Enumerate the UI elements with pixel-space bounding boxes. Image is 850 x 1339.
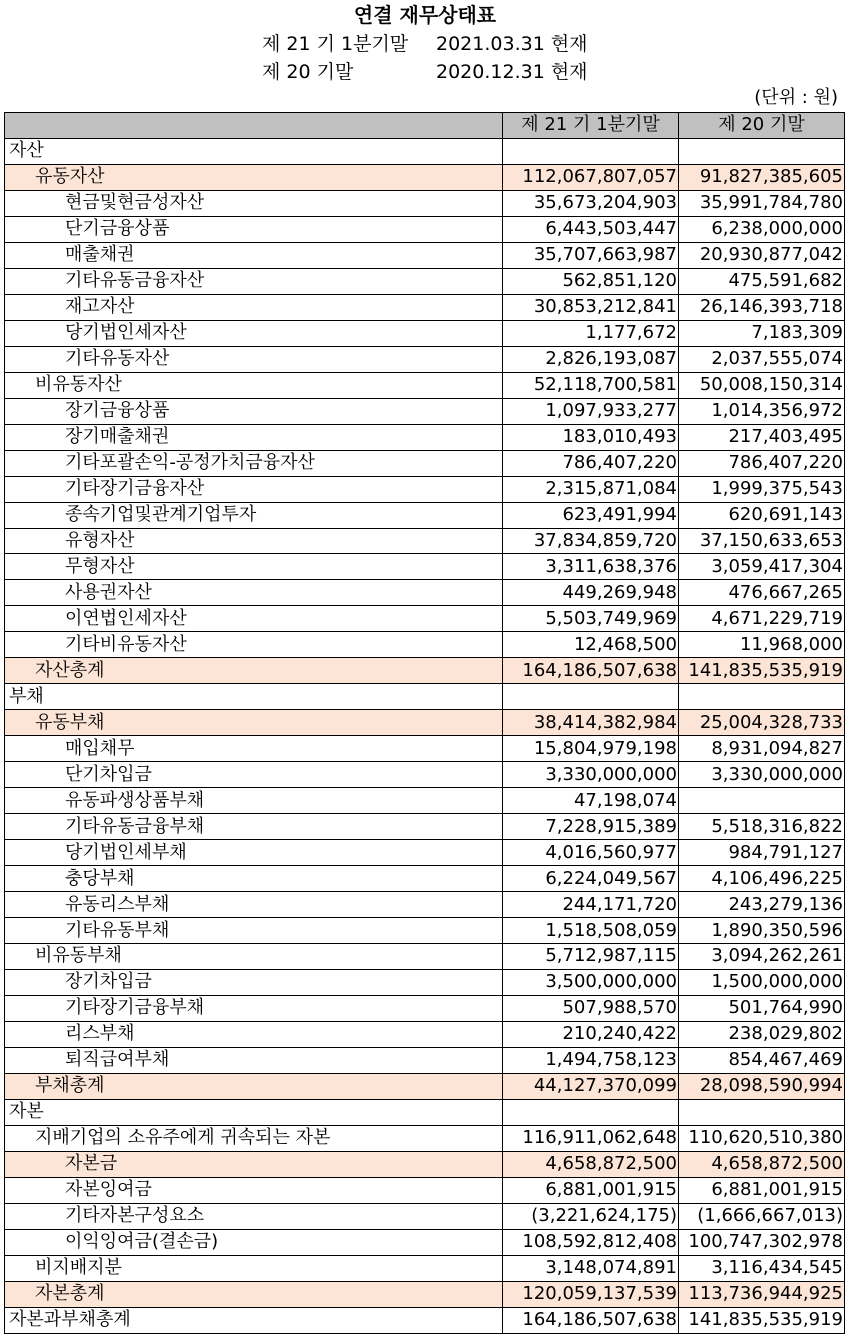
table-row [5,398,845,424]
prior-period-value: 8,931,094,827 [679,736,845,762]
table-row [5,710,845,736]
prior-period-value: 1,890,350,596 [679,918,845,944]
table-row [5,606,845,632]
table-row [5,190,845,216]
current-period-value: 164,186,507,638 [503,658,679,684]
account-name: 당기법인세자산 [5,320,503,346]
prior-period-value: 1,500,000,000 [679,969,845,995]
period-prior-label: 제 20 기말 [262,61,354,83]
current-period-value: 52,118,700,581 [503,372,679,398]
table-row [5,502,845,528]
account-name: 자본잉여금 [5,1177,503,1203]
table-row [5,1099,845,1125]
prior-period-value: 854,467,469 [679,1047,845,1073]
account-name: 무형자산 [5,554,503,580]
prior-period-value [679,138,845,164]
current-period-value: 164,186,507,638 [503,1307,679,1333]
prior-period-value: 786,407,220 [679,450,845,476]
table-row [5,476,845,502]
prior-period-value: 100,747,302,978 [679,1229,845,1255]
table-row [5,918,845,944]
table-row [5,450,845,476]
account-name: 퇴직급여부채 [5,1047,503,1073]
table-row [5,866,845,892]
table-row [5,658,845,684]
table-row [5,216,845,242]
account-name: 현금및현금성자산 [5,190,503,216]
prior-period-value: 1,999,375,543 [679,476,845,502]
column-header-current: 제 21 기 1분기말 [503,113,679,139]
prior-period-value: 4,671,229,719 [679,606,845,632]
prior-period-value: 3,059,417,304 [679,554,845,580]
current-period-value: 37,834,859,720 [503,528,679,554]
current-period-value: 1,494,758,123 [503,1047,679,1073]
current-period-value: 116,911,062,648 [503,1125,679,1151]
prior-period-value: 3,330,000,000 [679,762,845,788]
period-block [0,30,850,86]
table-row [5,346,845,372]
prior-period-value: 25,004,328,733 [679,710,845,736]
account-name: 당기법인세부채 [5,840,503,866]
current-period-value: 120,059,137,539 [503,1281,679,1307]
current-period-value [503,1099,679,1125]
prior-period-value: 4,106,496,225 [679,866,845,892]
account-name: 이연법인세자산 [5,606,503,632]
account-name: 장기차입금 [5,969,503,995]
account-name: 매출채권 [5,242,503,268]
prior-period-value: 984,791,127 [679,840,845,866]
current-period-value: 3,148,074,891 [503,1255,679,1281]
prior-period-value [679,788,845,814]
current-period-value: 449,269,948 [503,580,679,606]
table-row [5,320,845,346]
account-name: 부채총계 [5,1073,503,1099]
prior-period-value: 6,881,001,915 [679,1177,845,1203]
current-period-value: 4,658,872,500 [503,1151,679,1177]
period-current-label: 제 21 기 1분기말 [262,33,409,55]
current-period-value: 623,491,994 [503,502,679,528]
account-name: 유동리스부채 [5,892,503,918]
prior-period-value: 6,238,000,000 [679,216,845,242]
prior-period-value: 4,658,872,500 [679,1151,845,1177]
prior-period-value: 35,991,784,780 [679,190,845,216]
table-row [5,138,845,164]
prior-period-value: 1,014,356,972 [679,398,845,424]
prior-period-value: 2,037,555,074 [679,346,845,372]
current-period-value: 38,414,382,984 [503,710,679,736]
current-period-value: 5,712,987,115 [503,944,679,970]
current-period-value: 35,673,204,903 [503,190,679,216]
current-period-value: 108,592,812,408 [503,1229,679,1255]
period-current [0,30,850,58]
account-name: 비지배지분 [5,1255,503,1281]
prior-period-value [679,1099,845,1125]
table-row [5,1125,845,1151]
current-period-value: 112,067,807,057 [503,164,679,190]
current-period-value: 786,407,220 [503,450,679,476]
prior-period-value: 238,029,802 [679,1021,845,1047]
account-name: 자산 [5,138,503,164]
account-name: 유동자산 [5,164,503,190]
current-period-value [503,684,679,710]
table-row [5,1047,845,1073]
account-name: 장기금융상품 [5,398,503,424]
current-period-value: 1,177,672 [503,320,679,346]
account-name: 비유동부채 [5,944,503,970]
table-row [5,814,845,840]
table-row [5,268,845,294]
table-row [5,242,845,268]
current-period-value: 35,707,663,987 [503,242,679,268]
prior-period-value: 7,183,309 [679,320,845,346]
prior-period-value: 243,279,136 [679,892,845,918]
account-name: 기타유동부채 [5,918,503,944]
current-period-value: 15,804,979,198 [503,736,679,762]
table-row [5,995,845,1021]
current-period-value: 210,240,422 [503,1021,679,1047]
account-name: 단기차입금 [5,762,503,788]
account-name: 사용권자산 [5,580,503,606]
prior-period-value: 3,116,434,545 [679,1255,845,1281]
table-row [5,424,845,450]
current-period-value: 244,171,720 [503,892,679,918]
current-period-value: 1,097,933,277 [503,398,679,424]
current-period-value: 7,228,915,389 [503,814,679,840]
period-prior-date: 2020.12.31 현재 [436,61,588,83]
current-period-value: 2,826,193,087 [503,346,679,372]
table-row [5,1307,845,1333]
current-period-value: 6,224,049,567 [503,866,679,892]
prior-period-value: 141,835,535,919 [679,658,845,684]
current-period-value: 562,851,120 [503,268,679,294]
column-header-prior: 제 20 기말 [679,113,845,139]
table-row [5,1281,845,1307]
account-name: 지배기업의 소유주에게 귀속되는 자본 [5,1125,503,1151]
table-row [5,294,845,320]
table-row [5,944,845,970]
account-name: 이익잉여금(결손금) [5,1229,503,1255]
table-row [5,554,845,580]
table-row [5,1151,845,1177]
current-period-value: 12,468,500 [503,632,679,658]
table-row [5,684,845,710]
current-period-value: 1,518,508,059 [503,918,679,944]
account-name: 기타포괄손익-공정가치금융자산 [5,450,503,476]
prior-period-value: 217,403,495 [679,424,845,450]
current-period-value: 183,010,493 [503,424,679,450]
account-name: 종속기업및관계기업투자 [5,502,503,528]
prior-period-value: 110,620,510,380 [679,1125,845,1151]
account-name: 매입채무 [5,736,503,762]
table-row [5,1021,845,1047]
current-period-value: 3,311,638,376 [503,554,679,580]
account-name: 기타자본구성요소 [5,1203,503,1229]
prior-period-value: 28,098,590,994 [679,1073,845,1099]
table-row [5,788,845,814]
account-name: 기타유동금융자산 [5,268,503,294]
prior-period-value: 3,094,262,261 [679,944,845,970]
current-period-value: 4,016,560,977 [503,840,679,866]
table-row [5,1229,845,1255]
current-period-value: 5,503,749,969 [503,606,679,632]
prior-period-value: 476,667,265 [679,580,845,606]
table-row [5,1203,845,1229]
prior-period-value: 113,736,944,925 [679,1281,845,1307]
account-name: 기타유동자산 [5,346,503,372]
current-period-value [503,138,679,164]
prior-period-value: 620,691,143 [679,502,845,528]
table-row [5,892,845,918]
account-name: 기타장기금융자산 [5,476,503,502]
table-row [5,1255,845,1281]
prior-period-value: 91,827,385,605 [679,164,845,190]
account-name: 유형자산 [5,528,503,554]
document-title: 연결 재무상태표 [353,3,497,27]
current-period-value: 2,315,871,084 [503,476,679,502]
period-prior [0,58,850,86]
prior-period-value: 50,008,150,314 [679,372,845,398]
prior-period-value: 475,591,682 [679,268,845,294]
account-name: 장기매출채권 [5,424,503,450]
table-row [5,840,845,866]
prior-period-value [679,684,845,710]
account-name: 재고자산 [5,294,503,320]
prior-period-value: (1,666,667,013) [679,1203,845,1229]
balance-sheet-table [4,112,845,1334]
table-row [5,969,845,995]
table-header-row [5,113,845,139]
current-period-value: 507,988,570 [503,995,679,1021]
table-row [5,528,845,554]
table-row [5,164,845,190]
table-row [5,1073,845,1099]
table-row [5,1177,845,1203]
unit-label: (단위 : 원) [754,87,838,108]
current-period-value: 30,853,212,841 [503,294,679,320]
account-name: 기타장기금융부채 [5,995,503,1021]
current-period-value: 6,443,503,447 [503,216,679,242]
account-name: 리스부채 [5,1021,503,1047]
prior-period-value: 501,764,990 [679,995,845,1021]
account-name: 자본총계 [5,1281,503,1307]
account-name: 충당부채 [5,866,503,892]
account-name: 기타유동금융부채 [5,814,503,840]
current-period-value: 3,330,000,000 [503,762,679,788]
current-period-value: (3,221,624,175) [503,1203,679,1229]
account-name: 부채 [5,684,503,710]
current-period-value: 44,127,370,099 [503,1073,679,1099]
prior-period-value: 26,146,393,718 [679,294,845,320]
account-name: 자산총계 [5,658,503,684]
current-period-value: 47,198,074 [503,788,679,814]
prior-period-value: 141,835,535,919 [679,1307,845,1333]
account-name: 자본 [5,1099,503,1125]
table-row [5,580,845,606]
account-name: 단기금융상품 [5,216,503,242]
account-name: 자본과부채총계 [5,1307,503,1333]
current-period-value: 6,881,001,915 [503,1177,679,1203]
current-period-value: 3,500,000,000 [503,969,679,995]
prior-period-value: 37,150,633,653 [679,528,845,554]
account-name: 유동파생상품부채 [5,788,503,814]
prior-period-value: 5,518,316,822 [679,814,845,840]
account-name: 비유동자산 [5,372,503,398]
period-current-date: 2021.03.31 현재 [436,33,588,55]
table-row [5,632,845,658]
account-name: 유동부채 [5,710,503,736]
account-name: 기타비유동자산 [5,632,503,658]
table-row [5,762,845,788]
prior-period-value: 11,968,000 [679,632,845,658]
table-row [5,372,845,398]
prior-period-value: 20,930,877,042 [679,242,845,268]
account-name: 자본금 [5,1151,503,1177]
column-header-account [5,113,503,139]
table-row [5,736,845,762]
